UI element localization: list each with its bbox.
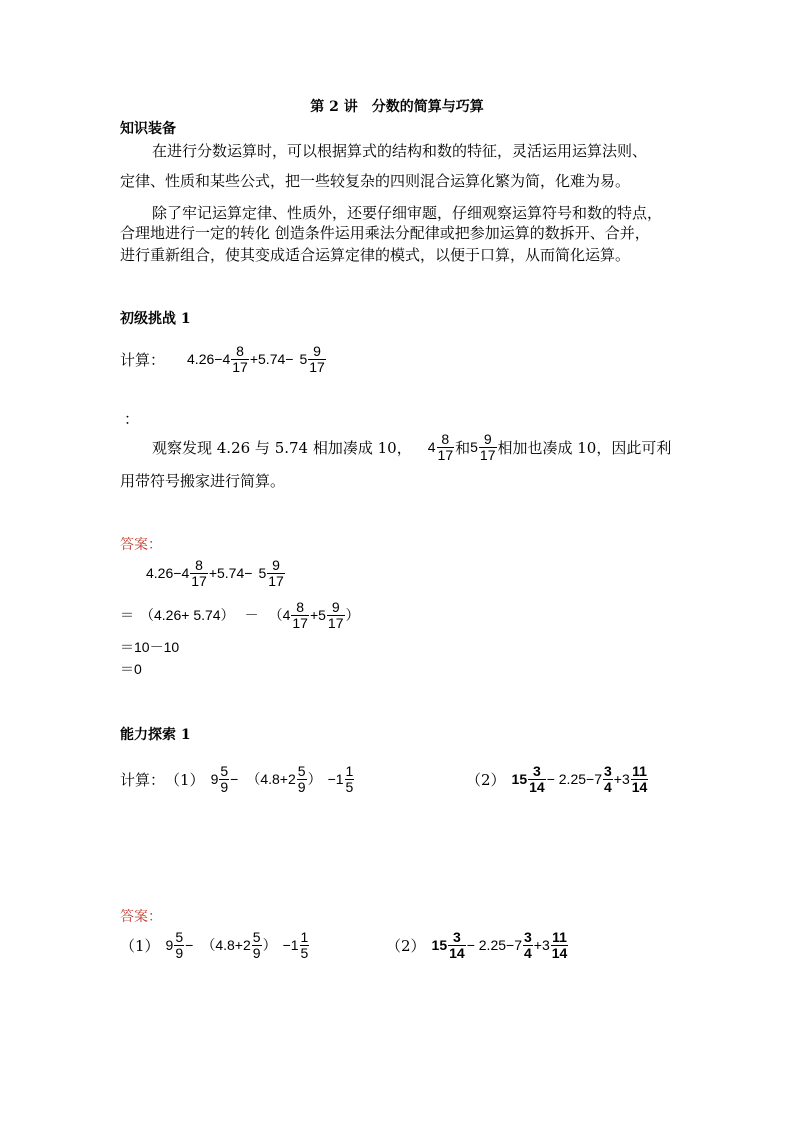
fraction-3: $\frac{11}{14}$ [631,763,648,795]
plus-term: +3 [613,771,630,788]
whole-2: 5 [299,351,308,368]
minus-sign: − [214,351,223,368]
fraction-1: $\frac{8}{17}$ [292,599,308,631]
analysis-whole-2: 5 [470,439,478,456]
para2-line2: 合理地进行一定的转化 创造条件运用乘法分配律或把参加运算的数拆开、合并， [120,224,650,242]
fraction-1: $\frac{3}{14}$ [529,763,545,795]
minus-sign: − [285,351,294,368]
challenge1-expression [120,344,327,374]
analysis-fraction-1: $\frac{8}{17}$ [437,431,454,463]
section-heading-explore1: 能力探索 1 [120,727,191,743]
fraction-2: $\frac{3}{4}$ [523,929,532,961]
close-paren: ） [262,937,277,954]
explore1-problem1 [120,764,355,794]
minus-sign: − [185,937,194,954]
answer1-line1 [146,558,286,588]
analysis-and: 和 [455,438,471,457]
explore1-problem2 [466,764,649,794]
minus-sign: − [244,565,253,582]
analysis-line1 [152,432,671,462]
num-b: 5.74 [217,565,245,582]
answer1-line4: ＝0 [120,661,142,677]
plus-sign: + [208,565,217,582]
answer2-problem1 [120,930,310,960]
equals-sign: ＝ [120,607,134,624]
grouped-decimals: （4.26+ 5.74） [140,607,235,624]
fraction-2: $\frac{5}{9}$ [297,763,306,795]
whole-1: 9 [210,771,219,788]
para1-line2: 定律、性质和某些公式，把一些较复杂的四则混合运算化繁为简，化难为易。 [120,172,631,190]
tail-term: −1 [327,771,344,788]
fraction-2: $\frac{9}{17}$ [327,599,344,631]
minus-sign: − [173,565,182,582]
para1-line1: 在进行分数运算时，可以根据算式的结构和数的特征，灵活运用运算法则、 [152,142,648,160]
problem-label-2: （2） [466,770,506,789]
fraction-2: $\frac{5}{9}$ [252,929,261,961]
problem-label-2: （2） [386,936,426,955]
fraction-1: $\frac{8}{17}$ [191,557,207,589]
open-paren: （ [268,607,283,624]
problem-label-1: （1） [120,936,160,955]
whole-1: 4 [222,351,231,368]
colon-mark: ： [124,410,140,428]
whole-1: 15 [511,771,528,788]
section-heading-challenge1: 初级挑战 1 [120,311,191,327]
page-title: 第 2 讲 分数的简算与巧算 [310,99,484,115]
whole-1: 9 [165,937,174,954]
analysis-fraction-2: $\frac{9}{17}$ [479,431,496,463]
calc-label: 计算： [120,770,166,789]
whole-2: 5 [258,565,267,582]
tail-term: −1 [282,937,299,954]
plus-sign: + [249,351,259,368]
fraction-2: $\frac{3}{4}$ [603,763,612,795]
minus-sign: － [244,607,259,624]
num-a: 4.26 [146,565,174,582]
whole-2: 5 [318,607,326,624]
fraction-2: $\frac{9}{17}$ [309,343,325,375]
whole-1: 4 [282,607,291,624]
plus-term: +3 [533,937,550,954]
paren-group: （4.8+2 [201,937,251,954]
analysis-line2: 用带符号搬家进行简算。 [120,472,286,490]
answer-label: 答案： [120,537,162,553]
analysis-text: 观察发现 4.26 与 5.74 相加凑成 10， [152,438,412,457]
whole-1: 4 [181,565,190,582]
fraction-3: $\frac{1}{5}$ [300,929,309,961]
middle-terms: − 2.25−7 [466,937,522,954]
answer-label-2: 答案： [120,909,162,925]
calc-label: 计算： [120,350,166,369]
section-heading-knowledge: 知识装备 [120,121,176,137]
analysis-text-end: 相加也凑成 10，因此可利 [497,438,672,457]
fraction-1: $\frac{5}{9}$ [175,929,184,961]
answer2-problem2 [386,930,569,960]
fraction-1: $\frac{3}{14}$ [449,929,465,961]
para2-line1: 除了牢记运算定律、性质外，还要仔细审题，仔细观察运算符号和数的特点， [152,204,663,222]
middle-terms: − 2.25−7 [546,771,602,788]
whole-1: 15 [431,937,448,954]
close-paren: ） [345,607,360,624]
fraction-1: $\frac{5}{9}$ [220,763,229,795]
answer1-line3: ＝10－10 [120,639,180,655]
problem-label-1: （1） [165,770,205,789]
analysis-whole-1: 4 [427,439,436,456]
para2-line3: 进行重新组合，使其变成适合运算定律的模式，以便于口算，从而简化运算。 [120,246,631,264]
num-b: 5.74 [258,351,286,368]
answer1-line2 [120,600,360,630]
minus-sign: − [230,771,239,788]
fraction-1: $\frac{8}{17}$ [232,343,248,375]
num-a: 4.26 [187,351,215,368]
fraction-3: $\frac{11}{14}$ [551,929,568,961]
paren-group: （4.8+2 [246,771,296,788]
fraction-3: $\frac{1}{5}$ [345,763,354,795]
close-paren: ） [307,771,322,788]
plus-sign: + [309,607,319,624]
fraction-2: $\frac{9}{17}$ [268,557,284,589]
